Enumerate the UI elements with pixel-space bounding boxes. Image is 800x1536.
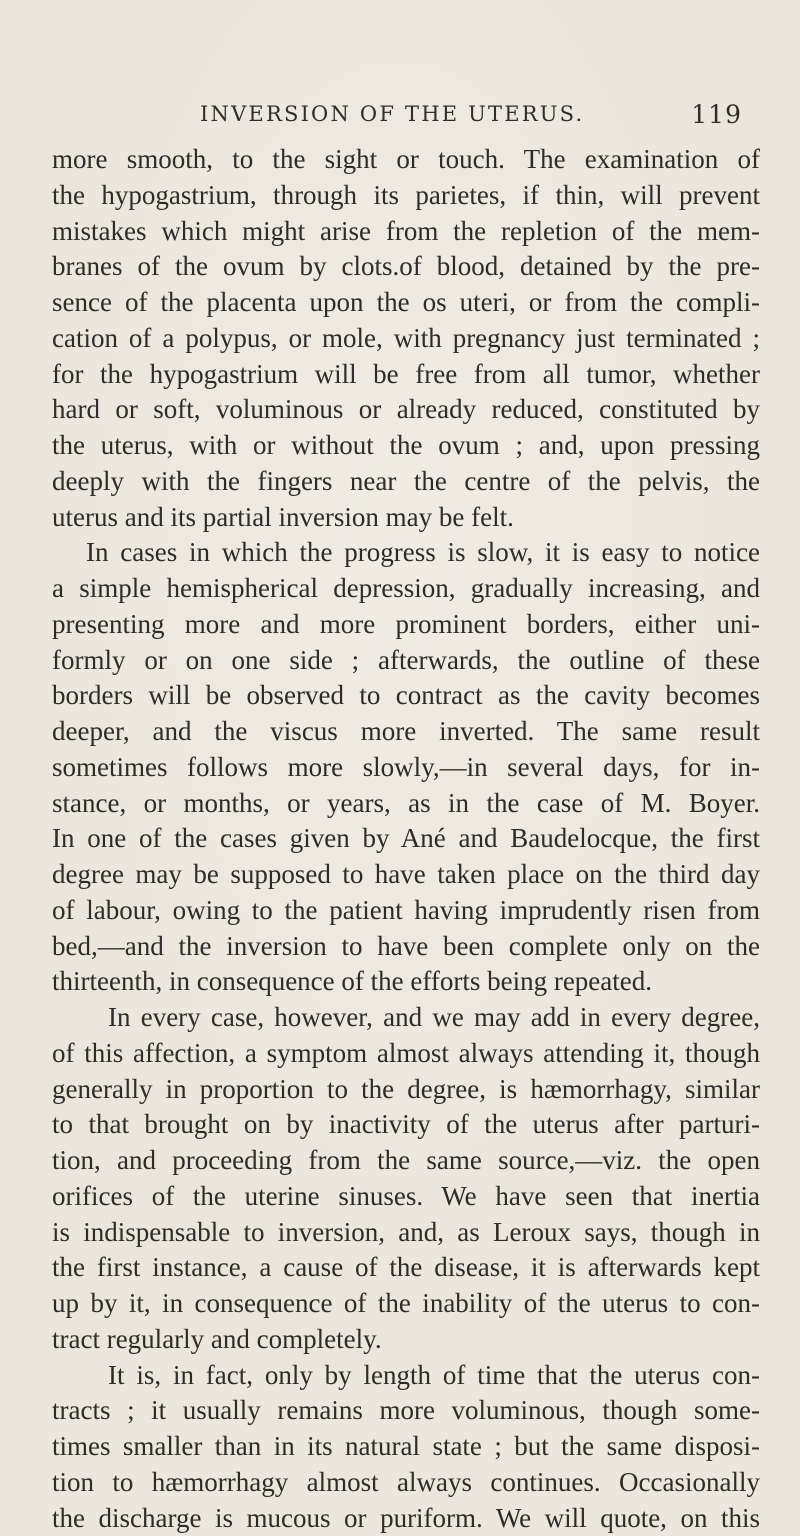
text-line: times smaller than in its natural state ; but the same disposi- xyxy=(52,1429,760,1465)
text-line: In every case, however, and we may add in every degree, xyxy=(52,1000,760,1036)
text-line: branes of the ovum by clots.of blood, detained by the pre- xyxy=(52,249,760,285)
text-line: formly or on one side ; afterwards, the outline of these xyxy=(52,643,760,679)
text-line: It is, in fact, only by length of time that the uterus con- xyxy=(52,1358,760,1394)
text-line: orifices of the uterine sinuses. We have seen that inertia xyxy=(52,1179,760,1215)
text-line: In cases in which the progress is slow, it is easy to notice xyxy=(52,535,760,571)
text-line: sence of the placenta upon the os uteri, or from the compli- xyxy=(52,285,760,321)
text-line: of labour, owing to the patient having imprudently risen from xyxy=(52,893,760,929)
text-line: deeply with the fingers near the centre of the pelvis, the xyxy=(52,464,760,500)
text-line: deeper, and the viscus more inverted. The same result xyxy=(52,714,760,750)
text-line: hard or soft, voluminous or already reduced, constituted by xyxy=(52,392,760,428)
text-line: thirteenth, in consequence of the efforts being repeated. xyxy=(52,964,760,1000)
text-line: the first instance, a cause of the disease, it is afterwards kept xyxy=(52,1250,760,1286)
text-line: generally in proportion to the degree, is hæmorrhagy, similar xyxy=(52,1072,760,1108)
text-line: tracts ; it usually remains more voluminous, though some- xyxy=(52,1393,760,1429)
text-line: tion to hæmorrhagy almost always continues. Occasionally xyxy=(52,1465,760,1501)
text-line: cation of a polypus, or mole, with pregnancy just terminated ; xyxy=(52,321,760,357)
text-line: In one of the cases given by Ané and Baudelocque, the first xyxy=(52,821,760,857)
text-line: tion, and proceeding from the same source,—viz. the open xyxy=(52,1143,760,1179)
text-line: sometimes follows more slowly,—in several days, for in- xyxy=(52,750,760,786)
text-line: for the hypogastrium will be free from all tumor, whether xyxy=(52,357,760,393)
text-line: of this affection, a symptom almost always attending it, though xyxy=(52,1036,760,1072)
running-title: INVERSION OF THE UTERUS. xyxy=(200,102,584,126)
text-line: up by it, in consequence of the inability of the uterus to con- xyxy=(52,1286,760,1322)
text-line: tract regularly and completely. xyxy=(52,1322,760,1358)
text-line: stance, or months, or years, as in the case of M. Boyer. xyxy=(52,786,760,822)
text-line: borders will be observed to contract as the cavity becomes xyxy=(52,678,760,714)
page-number: 119 xyxy=(691,100,742,129)
text-line: uterus and its partial inversion may be felt. xyxy=(52,500,760,536)
text-line: mistakes which might arise from the repletion of the mem- xyxy=(52,214,760,250)
text-line: the discharge is mucous or puriform. We will quote, on this xyxy=(52,1501,760,1536)
text-line: more smooth, to the sight or touch. The examination of xyxy=(52,142,760,178)
running-head xyxy=(200,102,756,138)
text-line: degree may be supposed to have taken place on the third day xyxy=(52,857,760,893)
text-line: is indispensable to inversion, and, as Leroux says, though in xyxy=(52,1215,760,1251)
text-line: a simple hemispherical depression, gradually increasing, and xyxy=(52,571,760,607)
text-line: the hypogastrium, through its parietes, if thin, will prevent xyxy=(52,178,760,214)
text-line: bed,—and the inversion to have been complete only on the xyxy=(52,929,760,965)
text-line: to that brought on by inactivity of the uterus after parturi- xyxy=(52,1107,760,1143)
text-line: the uterus, with or without the ovum ; and, upon pressing xyxy=(52,428,760,464)
text-line: presenting more and more prominent borders, either uni- xyxy=(52,607,760,643)
body-text xyxy=(52,142,760,1536)
